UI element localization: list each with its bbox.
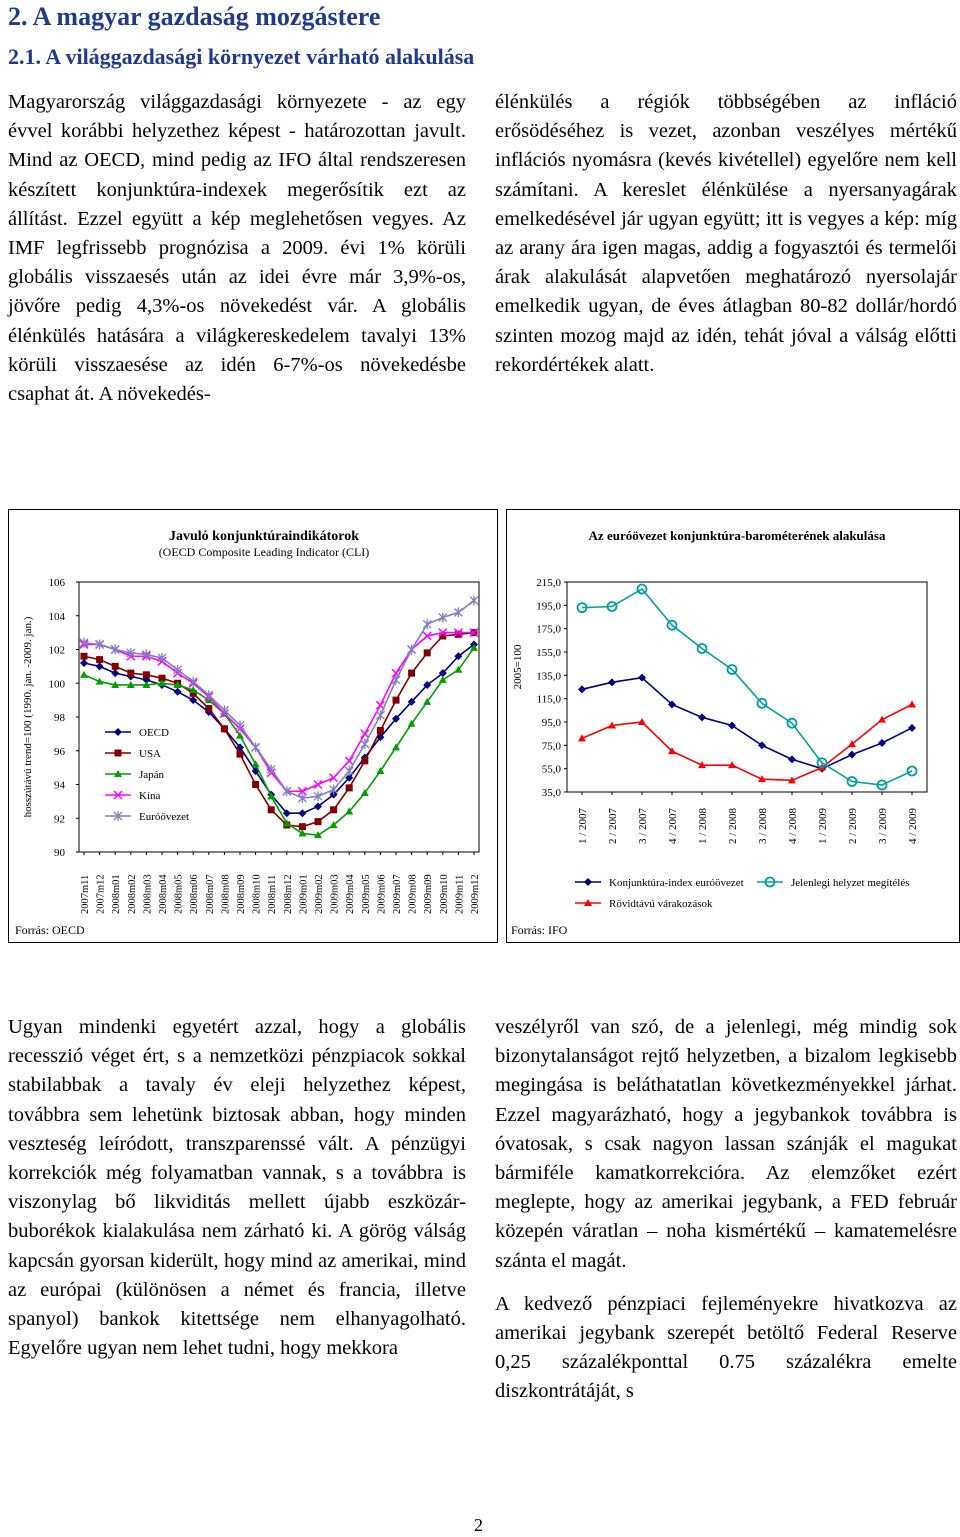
chart1-data-point [112,663,119,670]
chart1-data-point [377,727,384,734]
subsection-heading: 2.1. A világgazdasági környezet várható alakulása [8,44,475,69]
chart1-data-point [423,619,431,629]
chart1-data-point [439,676,447,683]
intro-right-paragraph: élénkülés a régiók többségében az infláció erősödéséhez is vezet, azonban veszélyes mértékű inflációs nyomásra (kevés kivétellel) egyelőre nem kell számítani. A kereslet élénkülése a nyersanyagárak emelkedésével jár ugyan együtt; itt is vegyes a kép: míg az arany ára igen magas, addig a fogyasztói és termelői árak alakulását alapvetően meghatározó nyersolajár emelkedik ugyan, de éves átlagban 80-82 dollár/hordó szinten mozog majd az idén, tehát jóval a válság előtti rekordértékek alatt. [495,91,957,376]
chart2-title: Az euróövezet konjunktúra-barométerének alakulása [588,528,886,543]
chart1-data-point [252,742,260,752]
chart1-xtick-label: 2009m07 [392,874,403,914]
chart2-data-point [878,739,886,747]
intro-right-column [495,88,957,380]
chart2-data-point [848,751,856,759]
chart2-ytick-label: 175,0 [536,623,561,636]
chart1-legend-marker [115,750,122,757]
chart1-ytick-label: 98 [54,712,65,724]
chart1-data-point [361,739,369,749]
chart1-data-point [237,751,244,758]
chart2-ytick-label: 35,0 [541,787,561,799]
chart1-xtick-label: 2008m02 [126,874,138,914]
chart1-legend-label: Euróövezet [139,811,190,823]
chart2-ytick-label: 195,0 [536,600,561,613]
chart2-ytick-label: 155,0 [536,647,561,659]
chart2-xtick-label: 2 / 2009 [847,807,859,844]
chart1-data-point [408,645,416,655]
oecd-chart-frame [8,509,498,943]
chart1-y-axis-label: hosszútávú trend=100 (1990. jan. -2009. jan.) [22,616,34,818]
chart1-data-point [346,784,353,791]
chart1-data-point [314,781,322,789]
chart2-data-point [578,685,586,693]
body-right-paragraph-2: A kedvező pénzpiaci fejleményekre hivatkozva az amerikai jegybank szerepét betöltő Federal Reserve 0,25 százalékponttal 0.75 százalékra emelte diszkontrátáját, s [495,1292,957,1403]
chart1-data-point [252,760,260,767]
chart2-data-point [638,718,646,725]
chart1-data-point [96,662,104,670]
chart1-xtick-label: 2008m07 [204,874,216,914]
chart1-xtick-label: 2008m05 [173,874,185,914]
chart1-xtick-label: 2008m10 [251,874,263,914]
chart1-data-point [81,653,88,660]
ifo-barometer-chart [507,510,959,942]
chart1-xtick-label: 2009m06 [376,874,388,914]
chart1-data-point [80,659,88,667]
chart1-data-point [298,809,306,817]
chart1-data-point [205,705,212,712]
chart1-data-point [424,649,431,656]
chart1-data-point [299,823,306,830]
chart1-data-point [439,612,447,622]
chart2-ytick-label: 55,0 [541,763,561,776]
chart2-legend-label: Rövidtávú várakozások [609,898,713,910]
chart1-xtick-label: 2008m12 [282,874,294,914]
body-left-column [8,1013,466,1363]
chart2-data-point [908,701,916,708]
chart1-ytick-label: 96 [54,745,65,758]
chart1-xtick-label: 2009m11 [454,874,466,914]
chart1-data-point [143,671,150,678]
chart2-series-line-2 [582,589,912,785]
chart1-legend-label: OECD [139,727,169,739]
chart1-series-line-2 [84,648,474,835]
chart1-ytick-label: 92 [54,813,65,826]
chart1-data-point [315,818,322,825]
chart1-xtick-label: 2007m11 [80,874,91,914]
chart1-xtick-label: 2009m09 [423,874,435,914]
chart1-data-point [345,766,353,776]
chart1-data-point [345,757,353,765]
chart1-data-point [80,671,88,678]
chart1-legend-marker [114,728,122,736]
chart2-source: Forrás: IFO [511,923,568,937]
chart1-ytick-label: 106 [48,577,65,589]
chart1-source: Forrás: OECD [15,923,85,937]
chart1-xtick-label: 2007m12 [95,874,107,914]
chart1-ytick-label: 102 [48,644,65,657]
chart1-legend-label: Kína [139,790,161,802]
chart1-data-point [330,806,337,813]
body-right-column [495,1013,957,1407]
chart2-ytick-label: 215,0 [536,577,561,589]
chart1-data-point [111,669,119,677]
chart1-legend-label: Japán [139,769,165,781]
chart1-xtick-label: 2009m03 [329,874,341,914]
chart1-data-point [376,710,384,720]
chart2-xtick-label: 4 / 2008 [787,807,799,844]
chart2-xtick-label: 2 / 2007 [607,807,619,844]
chart1-xtick-label: 2008m03 [142,874,154,914]
ifo-chart-frame [506,509,960,943]
chart1-xtick-label: 2008m09 [236,874,247,914]
chart2-legend-label: Jelenlegi helyzet megítélés [791,877,910,889]
chart1-data-point [268,806,275,813]
chart1-data-point [330,774,338,782]
chart2-ytick-label: 95,0 [541,717,561,729]
chart1-xtick-label: 2008m11 [267,874,279,914]
chart2-ytick-label: 75,0 [541,740,561,753]
chart2-data-point [908,724,916,732]
chart2-xtick-label: 3 / 2007 [637,807,649,844]
body-left-paragraph: Ugyan mindenki egyetért azzal, hogy a globális recesszió véget ért, s a nemzetközi pénzpiacok sokkal stabilabbak a tavaly év eleji helyzethez képest, továbbra sem lehetünk biztosak abban, hogy minden veszteség leíródott, transzparenssé vált. A pénzügyi korrekciók még folyamatban vannak, s a továbbra is viszonylag bő likviditás mellett újabb eszközár-buborékok kialakulása nem zárható ki. A görög válság kapcsán gyorsan kiderült, hogy mind az amerikai, mind az európai (különösen a német és francia, illetve spanyol) bankok kitettsége nem elhanyagolható. Egyelőre ugyan nem lehet tudni, hogy mekkora [8,1016,466,1360]
chart2-data-point [608,678,616,686]
chart1-data-point [470,596,478,606]
chart2-legend-label: Konjunktúra-index euróövezet [609,877,744,889]
chart2-y-axis-label: 2005=100 [512,644,524,690]
intro-left-column [8,88,466,409]
chart1-data-point [252,781,259,788]
chart1-data-point [330,785,338,795]
chart2-data-point [698,713,706,721]
chart1-xtick-label: 2008m06 [189,874,201,914]
chart2-xtick-label: 1 / 2009 [817,807,829,844]
chart1-xtick-label: 2009m10 [438,874,450,914]
chart1-subtitle: (OECD Composite Leading Indicator (CLI) [158,545,370,559]
chart2-data-point [788,755,796,763]
chart1-data-point [393,697,400,704]
chart2-xtick-label: 3 / 2008 [757,807,769,844]
chart1-xtick-label: 2009m08 [407,874,419,914]
chart1-data-point [361,757,368,764]
chart2-legend-marker [584,878,592,886]
chart1-xtick-label: 2009m05 [360,874,372,914]
chart2-xtick-label: 4 / 2007 [667,807,679,844]
chart1-data-point [454,607,462,617]
chart1-xtick-label: 2009m01 [298,874,310,914]
chart1-legend-label: USA [139,748,162,760]
chart1-xtick-label: 2008m01 [111,874,123,914]
chart1-ytick-label: 100 [48,678,65,691]
chart2-xtick-label: 4 / 2009 [907,807,919,844]
chart1-xtick-label: 2008m08 [220,874,232,914]
chart2-ytick-label: 135,0 [536,670,561,683]
chart2-xtick-label: 3 / 2009 [877,807,889,844]
intro-left-paragraph: Magyarország világgazdasági környezete - az egy évvel korábbi helyzethez képest - határozottan javult. Mind az OECD, mind pedig az IFO által rendszeresen készített konjunktúra-indexek megerősítik ezt az állítást. Ezzel együtt a kép meglehetősen vegyes. Az IMF legfrissebb prognózisa a 2009. évi 1% körüli globális visszaesés után az idei évre már 3,9%-os, jövőre pedig 4,3%-os növekedést vár. A globális élénkülés hatására a világkereskedelem tavalyi 13% körüli visszaesése az idén 6-7%-os növekedésbe csaphat át. A növekedés- [8,91,466,406]
chart1-ytick-label: 94 [54,779,65,792]
chart1-xtick-label: 2008m04 [158,874,169,914]
chart1-data-point [361,730,369,738]
chart1-data-point [221,725,228,732]
chart1-data-point [174,688,182,696]
oecd-cli-chart [9,510,497,942]
body-right-paragraph-1: veszélyről van szó, de a jelenlegi, még mindig sok bizonytalanságot rejtő helyzetben, a bizalom legkisebb megingása is beláthatatlan következményekkel járhat. Ezzel magyarázható, hogy a jegybankok továbbra is óvatosak, s csak nagyon lassan szánják el magukat bármiféle kamatkorrekcióra. Az elemzőket ezért meglepte, hogy az amerikai jegybank, a FED február közepén váratlan – noha kismértékű – kamatemelésre szánta el magát. [495,1016,957,1272]
chart1-title: Javuló konjunktúraindikátorok [169,529,359,544]
chart1-series-line-3 [84,633,474,792]
chart2-data-point [878,716,886,723]
chart1-ytick-label: 104 [48,610,65,623]
chart2-xtick-label: 2 / 2008 [727,807,739,844]
chart1-data-point [408,670,415,677]
chart1-ytick-label: 90 [54,847,65,859]
chart1-xtick-label: 2009m12 [470,874,481,914]
chart2-ytick-label: 115,0 [536,693,561,706]
chart1-data-point [127,670,134,677]
chart1-xtick-label: 2009m02 [314,874,325,914]
chart2-series-line-1 [582,705,912,781]
section-heading: 2. A magyar gazdaság mozgástere [8,2,381,31]
chart2-xtick-label: 1 / 2008 [697,807,709,844]
chart1-data-point [96,656,103,663]
page-number: 2 [474,1515,483,1535]
chart1-xtick-label: 2009m04 [345,874,357,914]
chart2-xtick-label: 1 / 2007 [577,807,589,844]
